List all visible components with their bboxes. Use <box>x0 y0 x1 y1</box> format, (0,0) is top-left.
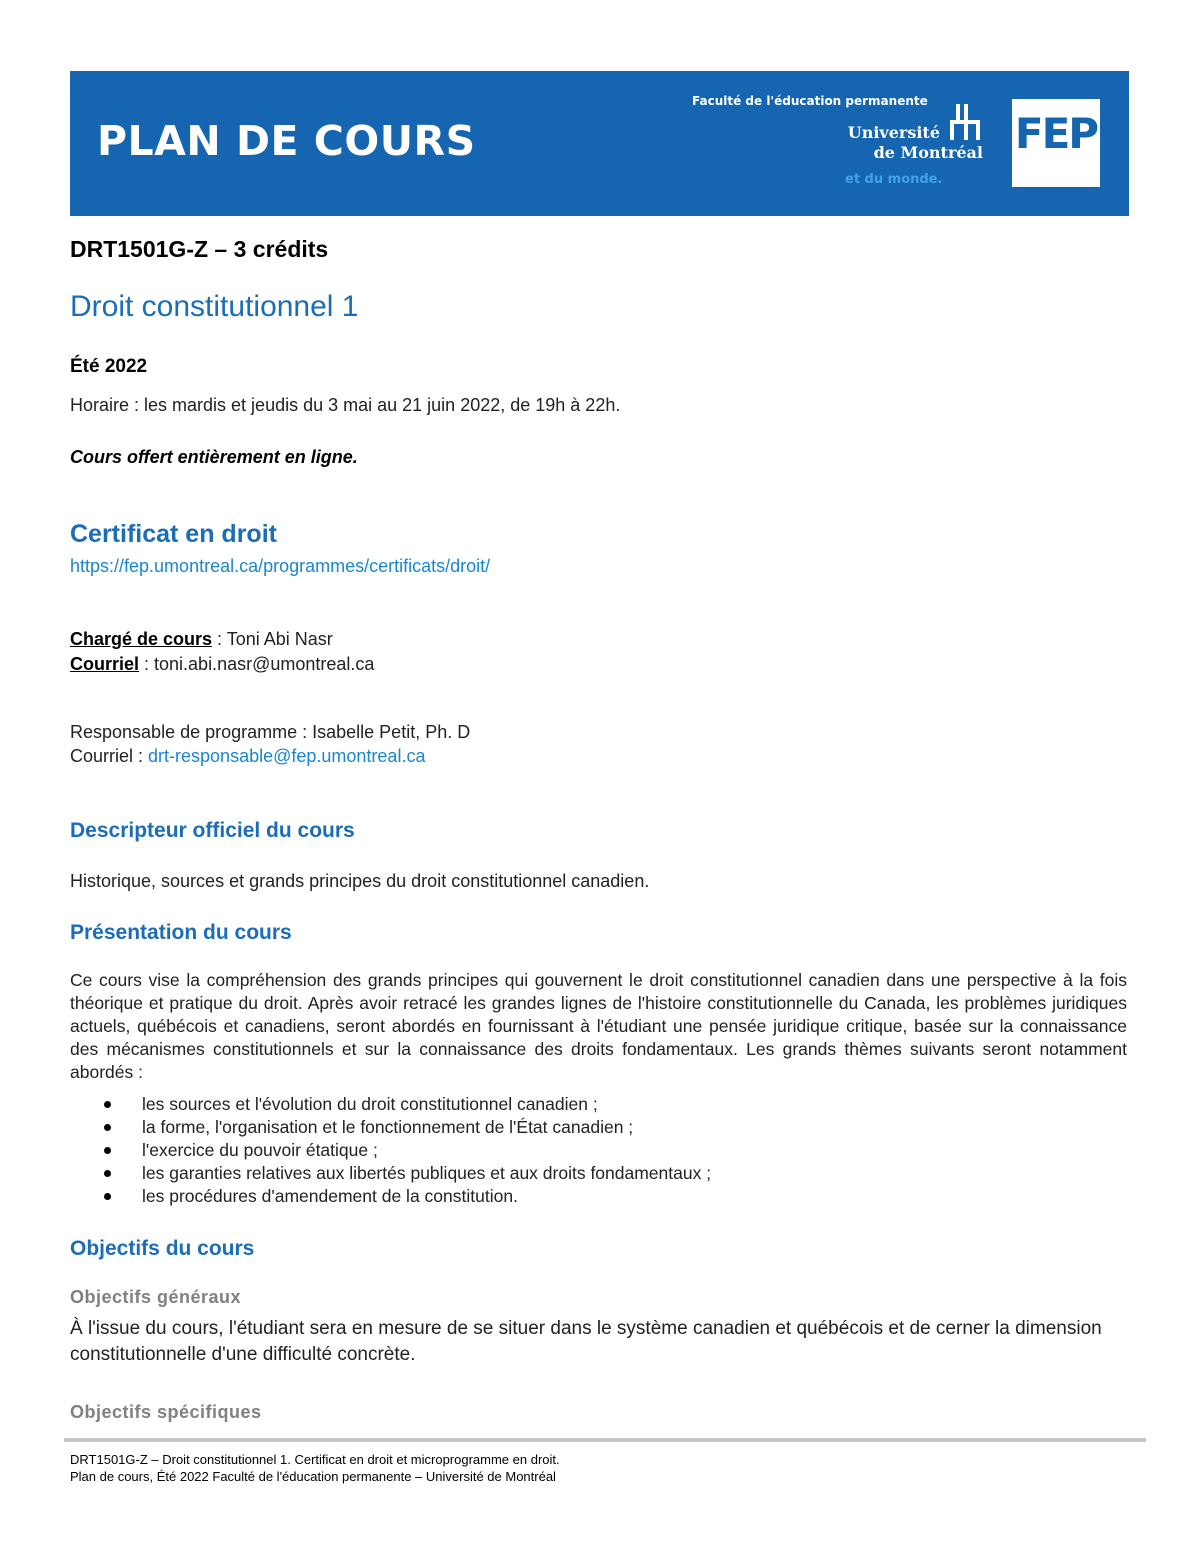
bullet-icon <box>104 1147 111 1154</box>
descriptor-heading: Descripteur officiel du cours <box>70 819 355 842</box>
teacher-line <box>70 629 333 650</box>
footer-line-1: DRT1501G-Z – Droit constitutionnel 1. Certificat en droit et microprogramme en droit. <box>70 1452 560 1467</box>
university-slogan: et du monde. <box>845 172 943 187</box>
teacher-email: : toni.abi.nasr@umontreal.ca <box>139 654 375 674</box>
bullet-icon <box>104 1193 111 1200</box>
specific-objectives-heading: Objectifs spécifiques <box>70 1402 262 1422</box>
faculty-name: Faculté de l'éducation permanente <box>692 94 928 108</box>
course-session: Été 2022 <box>70 356 148 377</box>
list-item-text: l'exercice du pouvoir étatique ; <box>142 1140 378 1160</box>
course-code: DRT1501G-Z – 3 crédits <box>70 236 329 262</box>
themes-list <box>70 1093 711 1208</box>
teacher-label: Chargé de cours <box>70 629 213 649</box>
program-email-label: Courriel : <box>70 746 149 766</box>
teacher-name: : Toni Abi Nasr <box>212 629 333 649</box>
university-name-line2: de Montréal <box>873 143 983 162</box>
objectives-heading: Objectifs du cours <box>70 1237 255 1260</box>
list-item <box>70 1162 711 1185</box>
bullet-icon <box>104 1170 111 1177</box>
list-item <box>70 1093 711 1116</box>
page-title: PLAN DE COURS <box>97 117 476 165</box>
list-item <box>70 1116 711 1139</box>
general-objectives-heading: Objectifs généraux <box>70 1287 242 1307</box>
certificate-link[interactable]: https://fep.umontreal.ca/programmes/certificats/droit/ <box>70 556 491 576</box>
teacher-email-line <box>70 654 374 675</box>
university-name-line1: Université <box>847 123 940 142</box>
fep-logo-text: FEP <box>1014 109 1098 158</box>
list-item <box>70 1139 711 1162</box>
bullet-icon <box>104 1101 111 1108</box>
list-item-text: les procédures d'amendement de la constitution. <box>142 1186 518 1206</box>
program-email-line <box>70 746 425 767</box>
footer-line-2: Plan de cours, Été 2022 Faculté de l'éducation permanente – Université de Montréal <box>70 1469 556 1484</box>
course-title: Droit constitutionnel 1 <box>70 290 359 323</box>
university-logo-icon <box>946 104 986 142</box>
list-item-text: les garanties relatives aux libertés publiques et aux droits fondamentaux ; <box>142 1163 712 1183</box>
program-head: Responsable de programme : Isabelle Petit, Ph. D <box>70 722 471 742</box>
list-item <box>70 1185 711 1208</box>
presentation-text: Ce cours vise la compréhension des grands principes qui gouvernent le droit constitutionnel canadien dans une perspective à la fois théorique et pratique du droit. Après avoir retracé les grandes lignes de l'histoire constitutionnelle du Canada, les problèmes juridiques actuels, québécois et canadiens, seront abordés en fournissant à l'étudiant une pensée juridique critique, basée sur la connaissance des mécanismes constitutionnels et sur la connaissance des droits fondamentaux. Les grands thèmes suivants seront notamment abordés : <box>70 970 1127 1082</box>
certificate-title: Certificat en droit <box>70 520 277 548</box>
list-item-text: la forme, l'organisation et le fonctionnement de l'État canadien ; <box>142 1117 634 1137</box>
presentation-heading: Présentation du cours <box>70 921 292 944</box>
list-item-text: les sources et l'évolution du droit constitutionnel canadien ; <box>142 1094 598 1114</box>
program-email-link[interactable]: drt-responsable@fep.umontreal.ca <box>148 746 426 766</box>
footer-divider <box>64 1438 1146 1442</box>
general-objectives-text: À l'issue du cours, l'étudiant sera en mesure de se situer dans le système canadien et québécois et de cerner la dimension constitutionnelle d'une difficulté concrète. <box>70 1318 1102 1365</box>
bullet-icon <box>104 1124 111 1131</box>
fep-logo <box>1012 99 1100 187</box>
teacher-email-label: Courriel <box>70 654 140 674</box>
descriptor-text: Historique, sources et grands principes du droit constitutionnel canadien. <box>70 871 650 891</box>
header-banner <box>70 71 1129 216</box>
course-online-note: Cours offert entièrement en ligne. <box>70 447 358 467</box>
course-schedule: Horaire : les mardis et jeudis du 3 mai au 21 juin 2022, de 19h à 22h. <box>70 395 621 415</box>
